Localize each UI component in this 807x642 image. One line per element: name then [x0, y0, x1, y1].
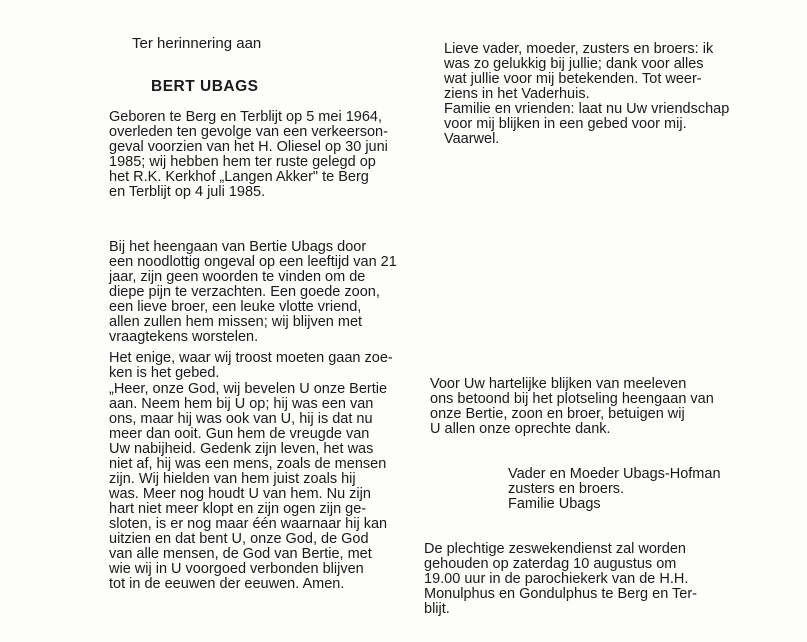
text-line: geval voorzien van het H. Oliesel op 30 juni: [109, 139, 388, 155]
text-line: tot in de eeuwen der eeuwen. Amen.: [109, 576, 345, 592]
text-line: wat jullie voor mij betekenden. Tot weer-: [444, 71, 702, 87]
text-line: sloten, is er nog maar één waarnaar hij kan: [109, 516, 388, 532]
text-line: uitzien en dat bent U, onze God, de God: [109, 531, 369, 547]
text-line: was zo gelukkig bij jullie; dank voor alles: [444, 56, 704, 72]
thanks-paragraph: [430, 377, 714, 437]
text-line: het R.K. Kerkhof „Langen Akker" te Berg: [109, 169, 369, 185]
text-line: aan. Neem hem bij U op; hij was een van: [109, 396, 374, 412]
text-line: ken is het gebed.: [109, 365, 220, 381]
text-line: gehouden op zaterdag 10 augustus om: [424, 556, 677, 572]
text-line: hart niet meer klopt en zijn ogen zijn ge-: [109, 501, 367, 517]
text-line: Voor Uw hartelijke blijken van meeleven: [430, 376, 687, 392]
text-line: blijt.: [424, 601, 450, 617]
text-line: 1985; wij hebben hem ter ruste gelegd op: [109, 154, 376, 170]
text-line: een lieve broer, een leuke vlotte vriend,: [109, 299, 362, 315]
text-line: zusters en broers.: [508, 481, 625, 497]
text-line: ziens in het Vaderhuis.: [444, 86, 590, 102]
text-line: meer dan ooit. Gun hem de vreugde van: [109, 426, 370, 442]
text-line: onze Bertie, zoon en broer, betuigen wij: [430, 406, 685, 422]
text-line: een noodlottig ongeval op een leeftijd van 21: [109, 254, 397, 270]
text-line: Geboren te Berg en Terblijt op 5 mei 1964,: [109, 109, 382, 125]
text-line: vraagtekens worstelen.: [109, 329, 259, 345]
text-line: diepe pijn te verzachten. Een goede zoon,: [109, 284, 380, 300]
text-line: Vaarwel.: [444, 131, 500, 147]
text-line: Monulphus en Gondulphus te Berg en Ter-: [424, 586, 697, 602]
birth-death-paragraph: [109, 110, 388, 200]
farewell-paragraph: [444, 42, 729, 147]
text-line: voor mij blijken in een gebed voor mij.: [444, 116, 687, 132]
text-line: Bij het heengaan van Bertie Ubags door: [109, 239, 367, 255]
prayer-paragraph: [109, 382, 387, 592]
text-line: wie wij in U voorgoed verbonden blijven: [109, 561, 364, 577]
family-signature: [508, 467, 721, 512]
text-line: Vader en Moeder Ubags-Hofman: [508, 466, 721, 482]
text-line: Uw nabijheid. Gedenk zijn leven, het was: [109, 441, 374, 457]
text-line: Familie Ubags: [508, 496, 601, 512]
text-line: „Heer, onze God, wij bevelen U onze Bertie: [109, 381, 388, 397]
text-line: was. Meer nog houdt U van hem. Nu zijn: [109, 486, 371, 502]
deceased-name: BERT UBAGS: [151, 78, 259, 95]
memorial-mass-paragraph: [424, 542, 697, 617]
text-line: Het enige, waar wij troost moeten gaan zoe-: [109, 350, 393, 366]
text-line: ons betoond bij het plotseling heengaan van: [430, 391, 714, 407]
text-line: ons, maar hij was ook van U, hij is dat nu: [109, 411, 373, 427]
text-line: allen zullen hem missen; wij blijven met: [109, 314, 363, 330]
text-line: Familie en vrienden: laat nu Uw vriendschap: [444, 101, 730, 117]
tribute-paragraph: [109, 240, 397, 345]
text-line: en Terblijt op 4 juli 1985.: [109, 184, 266, 200]
text-line: De plechtige zeswekendienst zal worden: [424, 541, 686, 557]
text-line: van alle mensen, de God van Bertie, met: [109, 546, 372, 562]
text-line: Lieve vader, moeder, zusters en broers: ik: [444, 41, 714, 57]
text-line: overleden ten gevolge van een verkeerson-: [109, 124, 388, 140]
text-line: niet af, hij was een mens, zoals de mensen: [109, 456, 387, 472]
text-line: jaar, zijn geen woorden te vinden om de: [109, 269, 366, 285]
comfort-paragraph: [109, 351, 393, 381]
text-line: 19.00 uur in de parochiekerk van de H.H.: [424, 571, 689, 587]
text-line: U allen onze oprechte dank.: [430, 421, 611, 437]
text-line: zijn. Wij hielden van hem juist zoals hij: [109, 471, 356, 487]
intro-heading: Ter herinnering aan: [132, 35, 262, 52]
